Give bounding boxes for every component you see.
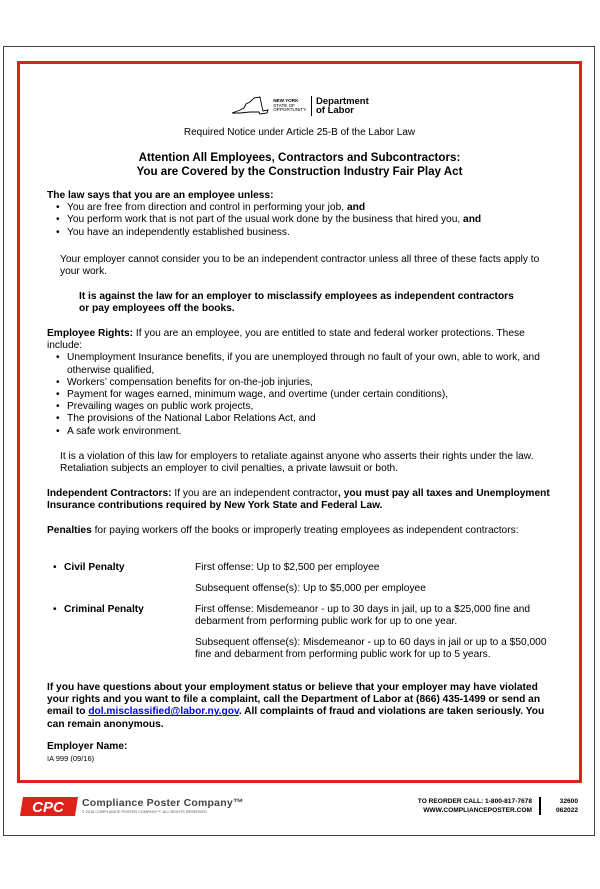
reorder-info bbox=[350, 797, 532, 815]
against-law-text: It is against the law for an employer to misclassify employees as independent contractors or pay employees off the books. bbox=[79, 291, 514, 315]
contractors-text: If you are an independent contractor bbox=[171, 488, 339, 499]
penalties-label: Penalties bbox=[47, 525, 92, 536]
law-intro: The law says that you are an employee unless: bbox=[47, 190, 274, 201]
list-item: • Unemployment Insurance benefits, if you are unemployed through no fault of your own, able to work, and otherwise qualified, bbox=[67, 352, 552, 376]
logo-divider bbox=[311, 96, 312, 116]
law-conditions-list bbox=[47, 202, 552, 239]
employee-rights-label: Employee Rights: bbox=[47, 328, 134, 339]
list-item: • A safe work environment. bbox=[67, 426, 552, 438]
contractors-label: Independent Contractors: bbox=[47, 488, 172, 499]
company-name: Compliance Poster Company™ bbox=[82, 797, 244, 809]
reorder-website: WWW.COMPLIANCEPOSTER.COM bbox=[423, 807, 532, 814]
list-item: • You are free from direction and control in performing your job, and bbox=[67, 202, 552, 214]
list-item: • Workers’ compensation benefits for on-the-job injuries, bbox=[67, 377, 552, 389]
list-item: • Payment for wages earned, minimum wage, and overtime (under certain conditions), bbox=[67, 389, 552, 401]
cpc-logo-text: CPC bbox=[32, 799, 64, 816]
questions-paragraph: If you have questions about your employment status or believe that your employer may have violated your rights and you want to file a complaint, call the Department of Labor at (866) 435-1499 or send an email to dol.misclassified@labor.ny.gov. All complaints of fraud and violations are taken seriously. You can remain anonymous. bbox=[47, 682, 545, 730]
logo-state-line2: STATE OF bbox=[273, 102, 295, 108]
footer-bar bbox=[20, 795, 578, 825]
contractors-bold-text: , you must pay all taxes and Unemployment Insurance contributions required by New York State and Federal Law. bbox=[47, 488, 550, 512]
page-title bbox=[47, 151, 552, 179]
list-item: • The provisions of the National Labor Relations Act, and bbox=[67, 413, 552, 425]
list-item: • You perform work that is not part of the usual work done by the business that hired you, and bbox=[67, 214, 552, 226]
nys-dol-logo bbox=[47, 95, 552, 117]
criminal-first-offense: First offense: Misdemeanor - up to 30 days in jail, up to a $25,000 fine and debarment from performing public work for up to one year. bbox=[195, 604, 531, 628]
logo-state-line3: OPPORTUNITY. bbox=[273, 107, 307, 113]
independent-contractors-section bbox=[47, 488, 552, 512]
logo-state-line1: NEW YORK bbox=[273, 97, 299, 103]
employee-rights-list bbox=[47, 352, 552, 437]
criminal-subsequent-offense: Subsequent offense(s): Misdemeanor - up to 60 days in jail or up to a $50,000 fine and debarment from performing public work for up to 5 years. bbox=[195, 637, 547, 661]
poster-code bbox=[546, 797, 578, 815]
civil-subsequent-offense: Subsequent offense(s): Up to $5,000 per employee bbox=[195, 583, 426, 594]
cpc-logo-icon bbox=[20, 797, 78, 816]
list-item: • Prevailing wages on public work projects, bbox=[67, 401, 552, 413]
employee-rights-section bbox=[47, 328, 552, 438]
logo-dept-line1: Department bbox=[315, 95, 369, 107]
employee-rights-intro: If you are an employee, you are entitled to state and federal worker protections. These include: bbox=[47, 328, 525, 352]
penalties-intro: Penalties for paying workers off the books or improperly treating employees as independent contractors: bbox=[47, 525, 519, 536]
cannot-consider-text: Your employer cannot consider you to be an independent contractor unless all three of these facts apply to your work. bbox=[60, 254, 540, 278]
poster-date-code: 062022 bbox=[555, 807, 578, 814]
list-item: • You have an independently established business. bbox=[67, 227, 552, 239]
law-section bbox=[47, 190, 552, 239]
title-line1: Attention All Employees, Contractors and Subcontractors: bbox=[138, 151, 461, 164]
form-id: IA 999 (09/16) bbox=[47, 754, 95, 763]
employer-name-label: Employer Name: bbox=[47, 741, 128, 752]
logo-dept-line2: of Labor bbox=[315, 105, 354, 116]
ny-state-map-icon bbox=[230, 96, 270, 116]
civil-penalty-label: • Civil Penalty bbox=[64, 562, 125, 574]
civil-first-offense: First offense: Up to $2,500 per employee bbox=[195, 562, 380, 573]
poster-number: 32600 bbox=[559, 798, 578, 805]
criminal-penalty-label: • Criminal Penalty bbox=[64, 604, 144, 616]
footer-divider bbox=[539, 797, 541, 815]
required-notice: Required Notice under Article 25-B of the Labor Law bbox=[183, 127, 416, 138]
reorder-phone: TO REORDER CALL: 1-800-817-7678 bbox=[417, 798, 532, 805]
retaliation-text: It is a violation of this law for employers to retaliate against anyone who asserts their rights under the law. Retaliation subjects an employer to civil penalties, a private lawsuit or both. bbox=[60, 451, 534, 475]
title-line2: You are Covered by the Construction Industry Fair Play Act bbox=[136, 165, 463, 178]
copyright-text: © 2016 COMPLIANCE POSTER COMPANY™. ALL RIGHTS RESERVED. bbox=[82, 810, 208, 814]
complaint-email-link[interactable]: dol.misclassified@labor.ny.gov bbox=[88, 706, 239, 718]
